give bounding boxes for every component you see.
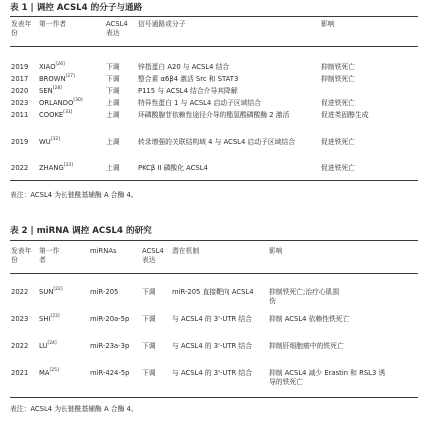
table1-header-expr: ACSL4表达 [106, 20, 128, 37]
row-mechanism: 与 ACSL4 的 3'-UTR 结合 [172, 315, 253, 323]
row-effect: 抑制 ACSL4 依赖性铁死亡 [269, 315, 350, 323]
table1-header-effect: 影响 [321, 20, 335, 28]
row-year: 2022 [11, 164, 29, 172]
row-expr: 下调 [142, 288, 156, 296]
table2-caption: 表 2 | miRNA 调控 ACSL4 的研究 [10, 226, 152, 236]
row-mechanism: miR-205 直接靶向 ACSL4 [172, 288, 254, 296]
row-expr: 下调 [106, 63, 120, 71]
table2-header-effect: 影响 [269, 247, 283, 255]
row-year: 2017 [11, 75, 29, 83]
row-author: WU [39, 138, 51, 146]
row-author: SUN [39, 288, 54, 296]
row-signal: P115 与 ACSL4 结合介导其降解 [138, 87, 238, 95]
row-mirna: miR-424-5p [90, 369, 130, 377]
row-ref: [28] [52, 86, 62, 91]
table1-header-year: 发表年份 [11, 20, 32, 37]
row-mirna: miR-20a-5p [90, 315, 130, 323]
row-effect: 抑制铁死亡 [321, 75, 355, 83]
table1-caption: 表 1 | 调控 ACSL4 的分子与通路 [10, 3, 143, 13]
table1-header-author: 第一作者 [39, 20, 67, 28]
row-effect: 抑制铁死亡;治疗心肌损伤 [269, 288, 340, 305]
row-signal: 整合素 α6β4 激活 Src 和 STAT3 [138, 75, 239, 83]
row-ref: [32] [50, 137, 60, 142]
table2-header-mirna: miRNAs [90, 247, 117, 255]
table2-top-rule [10, 240, 418, 241]
table2-header-author: 第一作者 [39, 247, 60, 264]
row-year: 2021 [11, 369, 29, 377]
row-author: BROWN [39, 75, 66, 83]
row-signal: 环磷酸腺苷依赖性途径介导的酯氢酸磷酸酶 2 激活 [138, 111, 290, 119]
table-row [10, 111, 418, 131]
table1-top-rule [10, 16, 418, 17]
row-effect: 抑制肝细胞癌中的铁死亡 [269, 342, 344, 350]
row-expr: 下调 [106, 87, 120, 95]
table1-header [10, 20, 418, 44]
table-row [10, 342, 418, 352]
table-row [10, 87, 418, 97]
table-row [10, 75, 418, 85]
row-mechanism: 与 ACSL4 的 3'-UTR 结合 [172, 342, 253, 350]
row-signal: 特异性蛋白 1 与 ACSL4 启动子区域结合 [138, 99, 262, 107]
row-year: 2020 [11, 87, 29, 95]
row-effect: 抑制 ACSL4 减少 Erastin 和 RSL3 诱导的铁死亡 [269, 369, 386, 386]
row-mirna: miR-23a-3p [90, 342, 130, 350]
row-year: 2011 [11, 111, 29, 119]
row-effect: 促进铁死亡 [321, 138, 355, 146]
table-row [10, 99, 418, 109]
row-effect: 抑制铁死亡 [321, 63, 355, 71]
row-author: LU [39, 342, 48, 350]
row-mirna: miR-205 [90, 288, 119, 296]
row-mechanism: 与 ACSL4 的 3'-UTR 结合 [172, 369, 253, 377]
row-year: 2023 [11, 99, 29, 107]
table2-header [10, 247, 418, 271]
table2-header-expr: ACSL4表达 [142, 247, 164, 264]
row-signal: 锌指蛋白 A20 与 ACSL4 结合 [138, 63, 230, 71]
table2-bottom-rule [10, 397, 418, 398]
row-expr: 上调 [106, 99, 120, 107]
table1-header-rule [10, 46, 418, 47]
row-expr: 下调 [142, 369, 156, 377]
row-expr: 下调 [142, 342, 156, 350]
row-author: SEN [39, 87, 53, 95]
table2-header-year: 发表年份 [11, 247, 32, 264]
row-year: 2019 [11, 138, 29, 146]
table-row [10, 164, 418, 174]
table2-header-mechanism: 潜在机制 [172, 247, 200, 255]
row-year: 2022 [11, 288, 29, 296]
row-year: 2019 [11, 63, 29, 71]
row-year: 2023 [11, 315, 29, 323]
row-ref: [23] [50, 314, 60, 319]
row-expr: 上调 [106, 164, 120, 172]
row-author: XIAO [39, 63, 56, 71]
row-ref: [26] [55, 62, 65, 67]
row-signal: PKCβ II 磷酸化 ACSL4 [138, 164, 208, 172]
table-row [10, 315, 418, 325]
row-year: 2022 [11, 342, 29, 350]
row-expr: 下调 [106, 75, 120, 83]
row-effect: 促进类固醇生成 [321, 111, 369, 119]
table1-bottom-rule [10, 180, 418, 181]
table2-note: 表注：ACSL4 为长链酰基辅酶 A 合酶 4。 [10, 405, 138, 413]
table1-header-signal: 信号通路或分子 [138, 20, 186, 28]
row-ref: [31] [63, 110, 73, 115]
row-ref: [24] [47, 341, 57, 346]
row-effect: 促进铁死亡 [321, 99, 355, 107]
table-row [10, 369, 418, 389]
row-ref: [33] [63, 163, 74, 168]
row-expr: 上调 [106, 111, 120, 119]
table1-note: 表注：ACSL4 为长链酰基辅酶 A 合酶 4。 [10, 191, 138, 199]
row-author: SHI [39, 315, 51, 323]
row-signal: 转录增强的关联结构域 4 与 ACSL4 启动子区域结合 [138, 138, 296, 146]
row-ref: [22] [53, 287, 63, 292]
row-effect: 促进铁死亡 [321, 164, 355, 172]
row-expr: 下调 [142, 315, 156, 323]
row-author: COOKE [39, 111, 64, 119]
row-ref: [30] [73, 98, 83, 103]
table-row [10, 63, 418, 73]
table-row [10, 138, 418, 158]
row-author: MA [39, 369, 50, 377]
table-row [10, 288, 418, 308]
row-author: ORLANDO [39, 99, 74, 107]
table2-header-rule [10, 273, 418, 274]
row-author: ZHANG [39, 164, 64, 172]
row-ref: [25] [49, 368, 59, 373]
row-expr: 上调 [106, 138, 120, 146]
row-ref: [27] [65, 74, 75, 79]
